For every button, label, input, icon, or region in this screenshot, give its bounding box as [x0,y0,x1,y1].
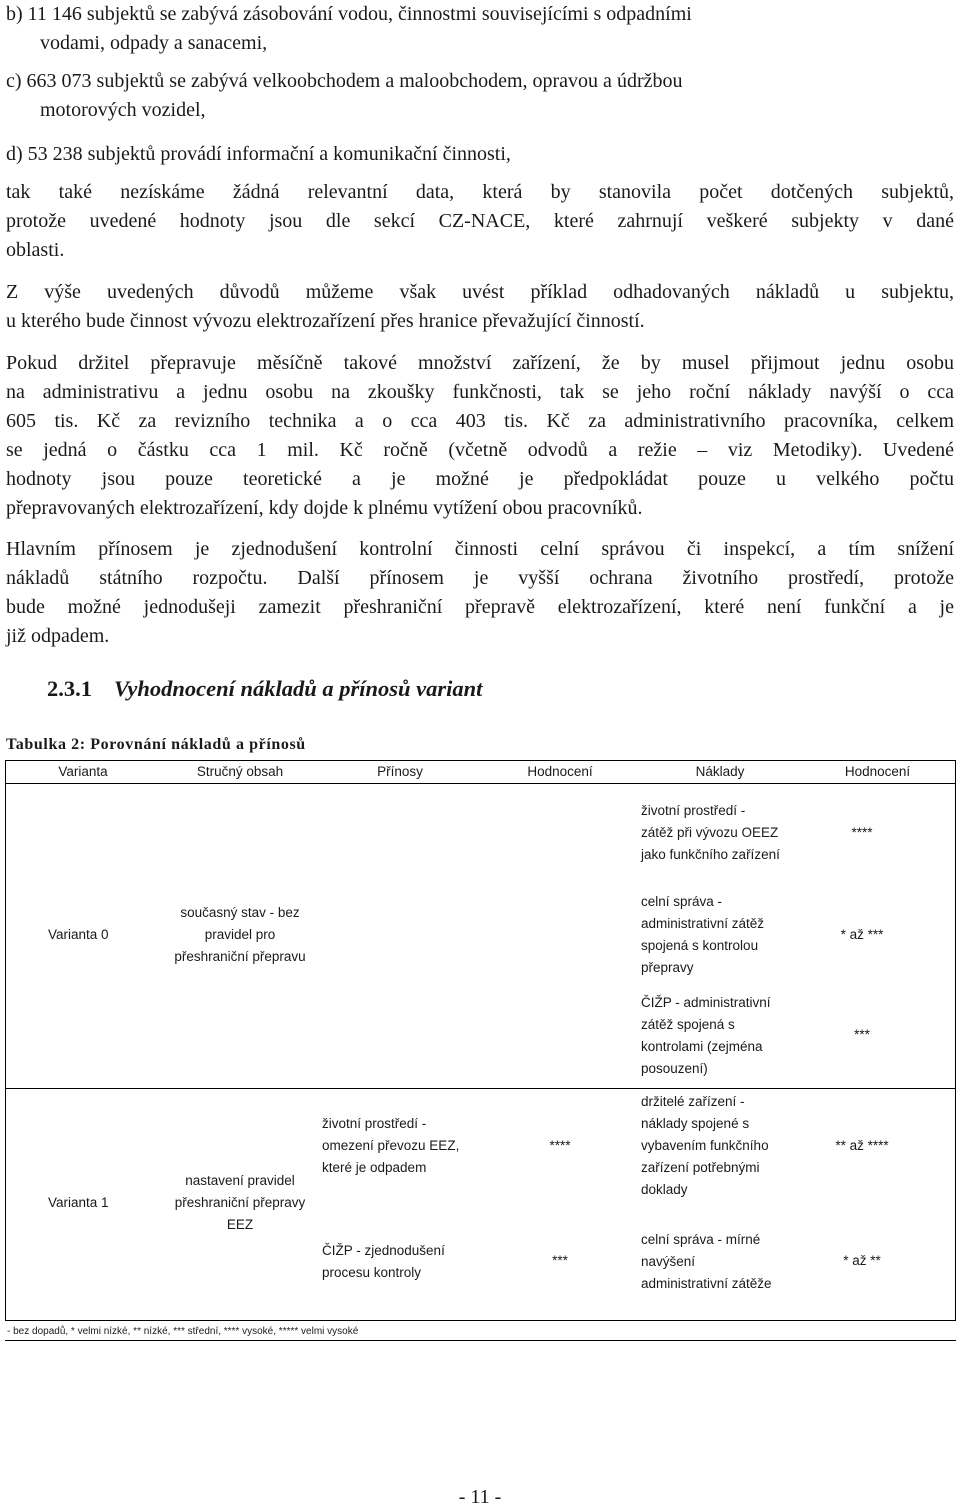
cost-line: vybavením funkčního [641,1138,769,1153]
table-caption: Tabulka 2: Porovnání nákladů a přínosů [6,736,306,753]
paragraph-4-line2: nákladů státního rozpočtu. Další přínosem je vyšší ochrana životního prostředí, protože [6,567,954,589]
paragraph-1-line2: protože uvedené hodnoty jsou dle sekcí CZ-NACE, které zahrnují veškeré subjekty v dané [6,210,954,232]
variant-1-summary-line: EEZ [226,1217,254,1232]
paragraph-3-line3: 605 tis. Kč za revizního technika a o cca 403 tis. Kč za administrativního pracovníka, celkem [6,410,954,432]
variant-0-summary-line: pravidel pro [204,927,276,942]
paragraph-3-line5: hodnoty jsou pouze teoretické a je možné je předpokládat pouze u velkého počtu [6,468,954,490]
cost-line: ČIŽP - administrativní [641,995,771,1010]
variant-0-cost-1 [641,800,780,866]
benefit-line: procesu kontroly [322,1265,422,1280]
cost-line: kontrolami (zejména [641,1039,763,1054]
variant-0-name: Varianta 0 [48,927,109,942]
section-number: 2.3.1 [47,676,92,701]
paragraph-4-line3: bude možné jednodušeji zamezit přeshraniční přepravě elektrozařízení, které není funkční a je [6,596,954,618]
header-varianta: Varianta [58,764,108,779]
variant-1-cost-2 [641,1229,772,1295]
paragraph-1-line1: tak také nezískáme žádná relevantní data, která by stanovila počet dotčených subjektů, [6,181,954,203]
header-strucny-obsah: Stručný obsah [196,764,284,779]
paragraph-4-line4: již odpadem. [6,625,110,647]
list-item-c-line1: c) 663 073 subjektů se zabývá velkoobchodem a maloobchodem, opravou a údržbou [6,70,683,92]
benefit-line: omezení převozu EEZ, [322,1138,460,1153]
header-hodnoceni-prinosy: Hodnocení [527,764,593,779]
cost-line: administrativní zátěž [641,916,765,931]
paragraph-2-line1: Z výše uvedených důvodů můžeme však uvést příklad odhadovaných nákladů u subjektu, [6,281,954,303]
cost-line: životní prostředí - [641,803,746,818]
paragraph-3-line6: přepravovaných elektrozařízení, kdy dojde k plnému vytížení obou pracovníků. [6,497,643,519]
variant-1-cost-1 [641,1091,769,1201]
section-title: Vyhodnocení nákladů a přínosů variant [114,676,483,701]
cost-line: celní správa - [641,894,723,909]
paragraph-3-line4: se jedná o částku cca 1 mil. Kč ročně (včetně odvodů a režie – viz Metodiky). Uvedené [6,439,954,461]
variant-1-benefit-2 [322,1240,445,1284]
cost-line: doklady [641,1182,688,1197]
list-item-c-line2: motorových vozidel, [40,99,206,121]
list-item-b-line1: b) 11 146 subjektů se zabývá zásobování vodou, činnostmi souvisejícími s odpadními [6,3,692,25]
cost-line: administrativní zátěže [641,1276,772,1291]
variant-1-name: Varianta 1 [48,1195,109,1210]
cost-line: zátěž při vývozu OEEZ [641,825,779,840]
header-hodnoceni-naklady: Hodnocení [844,764,911,779]
page-number: - 11 - [458,1486,502,1508]
cost-line: přepravy [641,960,694,975]
benefit-line: které je odpadem [322,1160,427,1175]
cost-line: zátěž spojená s [641,1017,735,1032]
cost-line: spojená s kontrolou [641,938,759,953]
cost-line: celní správa - mírné [641,1232,761,1247]
paragraph-1-line3: oblasti. [6,239,65,261]
variant-1-summary-line: nastavení pravidel [185,1173,295,1188]
variant-0-cost-3 [641,992,771,1080]
variant-0-cost-2 [641,891,764,979]
cost-line: jako funkčního zařízení [641,847,780,862]
table-legend: - bez dopadů, * velmi nízké, ** nízké, *** střední, **** vysoké, ***** velmi vysoké [7,1326,359,1337]
list-item-d-line1: d) 53 238 subjektů provádí informační a komunikační činnosti, [6,143,511,165]
cost-line: posouzení) [641,1061,708,1076]
list-item-b-line2: vodami, odpady a sanacemi, [40,32,268,54]
variant-0-cost-rating-2: * až *** [840,927,884,942]
variant-1-benefit-rating-1: **** [549,1138,571,1153]
section-heading [47,676,482,702]
benefit-line: životní prostředí - [322,1116,427,1131]
cost-line: zařízení potřebnými [641,1160,760,1175]
variant-0-cost-rating-3: *** [854,1027,870,1042]
header-naklady: Náklady [695,764,745,779]
variant-0-summary-line: současný stav - bez [180,905,300,920]
cost-line: držitelé zařízení - [641,1094,745,1109]
paragraph-3-line2: na administrativu a jednu osobu na zkoušky funkčnosti, tak se jeho roční náklady navýší o cca [6,381,954,403]
variant-0-summary [160,902,320,968]
variant-0-cost-rating-1: **** [851,825,873,840]
benefit-line: ČIŽP - zjednodušení [322,1243,445,1258]
variant-1-benefit-1 [322,1113,459,1179]
cost-line: náklady spojené s [641,1116,750,1131]
paragraph-2-line2: u kterého bude činnost vývozu elektrozařízení přes hranice převažující činností. [6,310,645,332]
variant-1-summary [160,1170,320,1236]
paragraph-3-line1: Pokud držitel přepravuje měsíčně takové množství zařízení, že by musel přijmout jednu osobu [6,352,954,374]
variant-1-benefit-rating-2: *** [552,1253,568,1268]
paragraph-4-line1: Hlavním přínosem je zjednodušení kontrolní činnosti celní správou či inspekcí, a tím snížení [6,538,954,560]
variant-0-summary-line: přeshraniční přepravu [174,949,306,964]
header-prinosy: Přínosy [377,764,423,779]
variant-1-summary-line: přeshraniční přepravy [174,1195,306,1210]
variant-1-cost-rating-1: ** až **** [835,1138,889,1153]
cost-line: navýšení [641,1254,696,1269]
variant-1-cost-rating-2: * až ** [843,1253,881,1268]
